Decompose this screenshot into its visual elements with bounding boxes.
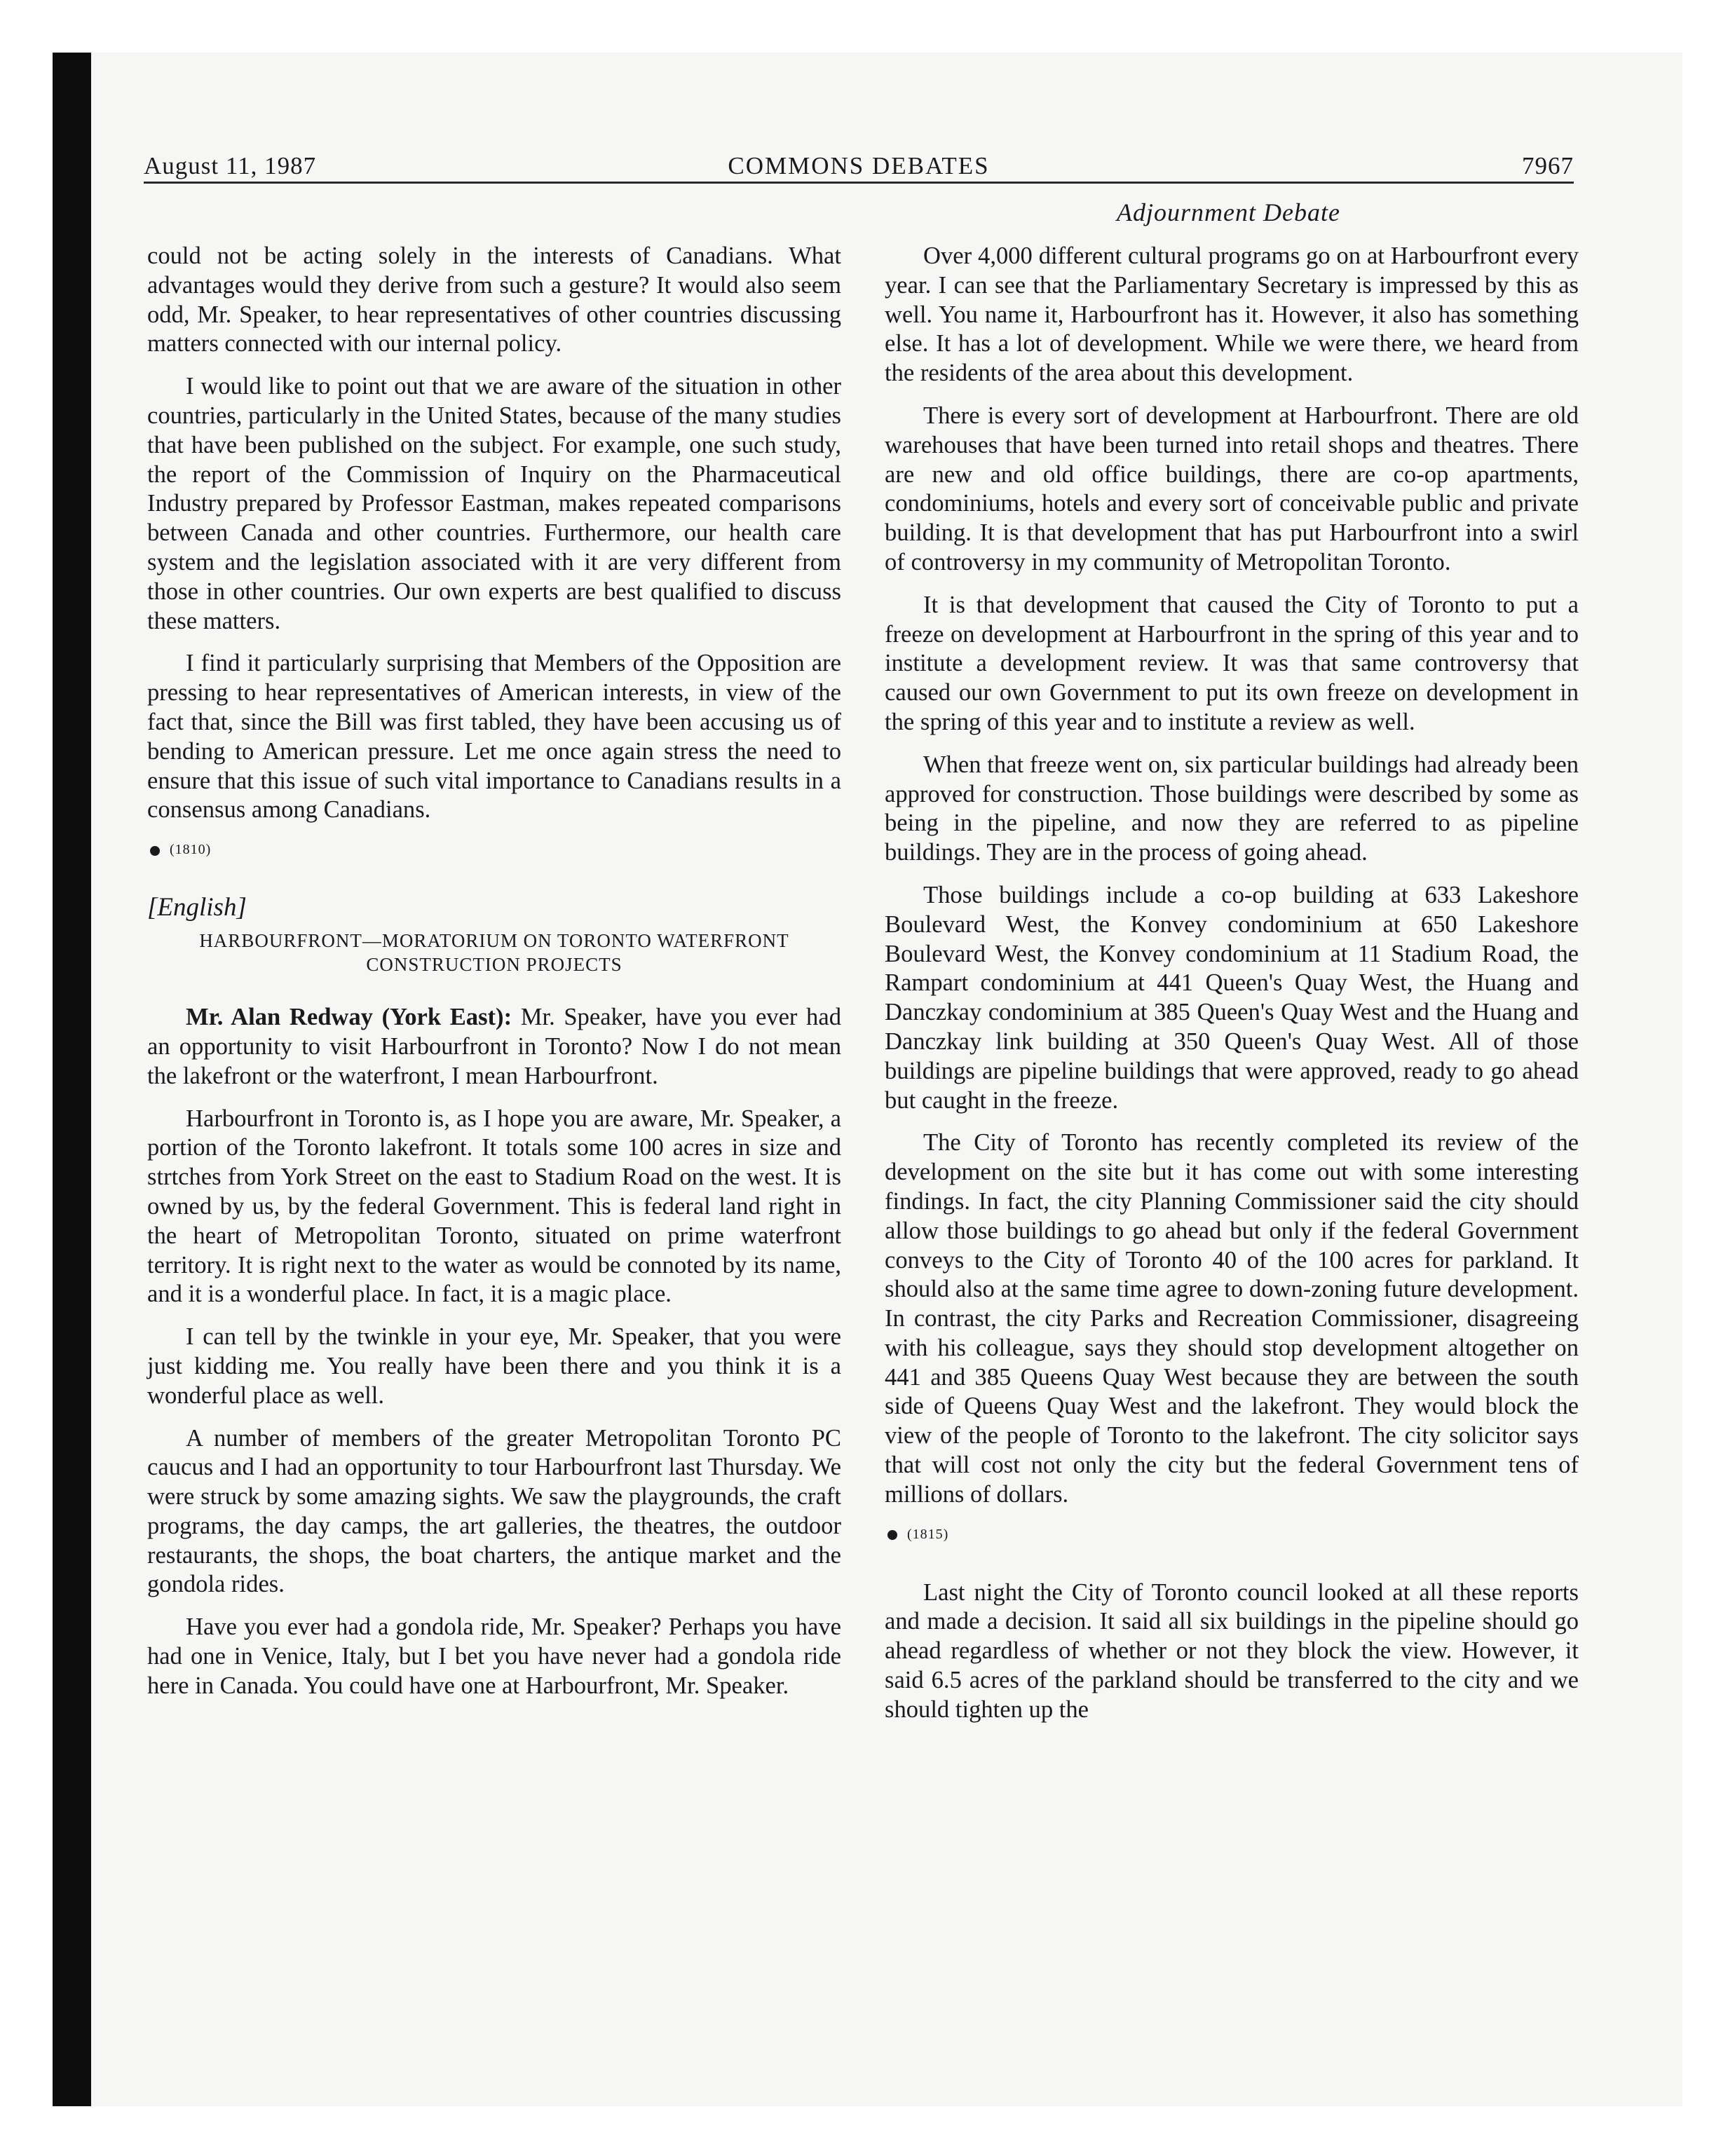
timestamp-text: (1810)	[170, 842, 212, 858]
header-page-number: 7967	[1522, 152, 1574, 179]
language-tag: [English]	[147, 893, 247, 922]
section-label: Adjournment Debate	[1117, 198, 1340, 226]
timestamp-marker	[147, 839, 841, 860]
paragraph: A number of members of the greater Metropolitan Toronto PC caucus and I had an opportunity to tour Harbourfront last Thursday. We were struck by some amazing sights. We saw the playgrounds, the craft programs, the day camps, the art galleries, the theatres, the outdoor restaurants, the shops, the boat charters, the antique market and the gondola rides.	[147, 1424, 841, 1598]
paragraph: The City of Toronto has recently completed its review of the development on the site but it has come out with some interesting findings. In fact, the city Planning Commissioner said the city should allow those buildings to go ahead but only if the federal Government conveys to the City of Toronto 40 of the 100 acres for parkland. It should also at the same time agree to down-zoning future development. In contrast, the city Parks and Recreation Commissioner, disagreeing with his colleague, says they should stop development altogether on 441 and 385 Queens Quay West because they are between the south side of Queens Quay West and the lakefront. They would block the view of the people of Toronto to the lakefront. The city solicitor says that will cost not only the city but the federal Government tens of millions of dollars.	[885, 1129, 1579, 1508]
header-rule	[144, 182, 1574, 184]
paragraph: Harbourfront in Toronto is, as I hope you are aware, Mr. Speaker, a portion of the Toronto lakefront. It totals some 100 acres in size and strtches from York Street on the east to Stadium Road on the west. It is owned by us, by the federal Government. This is federal land right in the heart of Metropolitan Toronto, situated on prime waterfront territory. It is right next to the water as would be connoted by its name, and it is a wonderful place. In fact, it is a magic place.	[147, 1105, 841, 1308]
speaker-name: Mr. Alan Redway (York East):	[186, 1004, 512, 1031]
header-date: August 11, 1987	[144, 152, 317, 179]
paragraph: Have you ever had a gondola ride, Mr. Speaker? Perhaps you have had one in Venice, Italy, but I bet you have never had a gondola ride here in Canada. You could have one at Harbourfront, Mr. Speaker.	[147, 1613, 841, 1699]
bullet-icon	[150, 846, 160, 856]
timestamp-marker	[885, 1524, 1579, 1545]
header-publication: COMMONS DEBATES	[728, 152, 990, 179]
right-column	[885, 242, 1579, 1738]
paragraph: When that freeze went on, six particular buildings had already been approved for construction. Those buildings were described by some as being in the pipeline, and now they are referred to as pipeline buildings. They are in the process of going ahead.	[885, 751, 1579, 866]
paragraph: I can tell by the twinkle in your eye, Mr. Speaker, that you were just kidding me. You really have been there and you think it is a wonderful place as well.	[147, 1323, 841, 1409]
paragraph: There is every sort of development at Harbourfront. There are old warehouses that have been turned into retail shops and theatres. There are new and old office buildings, there are co-op apartments, condominiums, hotels and every sort of conceivable public and private building. It is that development that has put Harbourfront into a swirl of controversy in my community of Metropolitan Toronto.	[885, 402, 1579, 575]
paragraph: Over 4,000 different cultural programs go on at Harbourfront every year. I can see that the Parliamentary Secretary is impressed by this as well. You name it, Harbourfront has it. However, it also has something else. It has a lot of development. While we were there, we heard from the residents of the area about this development.	[885, 243, 1579, 387]
speaker-paragraph	[147, 1003, 841, 1091]
paragraph: could not be acting solely in the interests of Canadians. What advantages would they derive from such a gesture? It would also seem odd, Mr. Speaker, to hear representatives of other countries discussing matters connected with our internal policy.	[147, 243, 841, 357]
paragraph: Last night the City of Toronto council looked at all these reports and made a decision. It said all six buildings in the pipeline should go ahead regardless of whether or not they block the view. However, it said 6.5 acres of the parkland should be transferred to the city and we should tighten up the	[885, 1578, 1579, 1723]
paragraph: I find it particularly surprising that Members of the Opposition are pressing to hear representatives of American interests, in view of the fact that, since the Bill was first tabled, they have been accusing us of bending to American pressure. Let me once again stress the need to ensure that this issue of such vital importance to Canadians results in a consensus among Canadians.	[147, 650, 841, 824]
scan-edge-bar	[53, 53, 91, 2106]
paragraph: I would like to point out that we are aware of the situation in other countries, particularly in the United States, because of the many studies that have been published on the subject. For example, one such study, the report of the Commission of Inquiry on the Pharmaceutical Industry prepared by Professor Eastman, makes repeated comparisons between Canada and other countries. Furthermore, our health care system and the legislation associated with it are very different from those in other countries. Our own experts are best qualified to discuss these matters.	[147, 373, 841, 634]
page-header	[144, 144, 1574, 183]
paragraph-text: Mr. Speaker, have you ever had an opportunity to visit Harbourfront in Toronto? Now I do not mean the lakefront or the waterfront, I mean Harbourfront.	[147, 1004, 841, 1089]
paragraph: It is that development that caused the City of Toronto to put a freeze on development at Harbourfront in the spring of this year and to institute a development review. It was that same controversy that caused our own Government to put its own freeze on development in the spring of this year and to institute a review as well.	[885, 591, 1579, 735]
timestamp-text: (1815)	[907, 1526, 949, 1542]
paragraph: Those buildings include a co-op building at 633 Lakeshore Boulevard West, the Konvey condominium at 650 Lakeshore Boulevard West, the Konvey condominium at 11 Stadium Road, the Rampart condominium at 441 Queen's Quay West, the Huang and Danczkay condominium at 385 Queen's Quay West and the Huang and Danczkay link building at 350 Queen's Quay West. All of those buildings are pipeline buildings that were approved, ready to go ahead but caught in the freeze.	[885, 881, 1579, 1114]
debate-heading: HARBOURFRONT—MORATORIUM ON TORONTO WATERFRONT CONSTRUCTION PROJECTS	[199, 930, 789, 976]
bullet-icon	[887, 1530, 897, 1540]
left-column	[147, 242, 841, 1714]
